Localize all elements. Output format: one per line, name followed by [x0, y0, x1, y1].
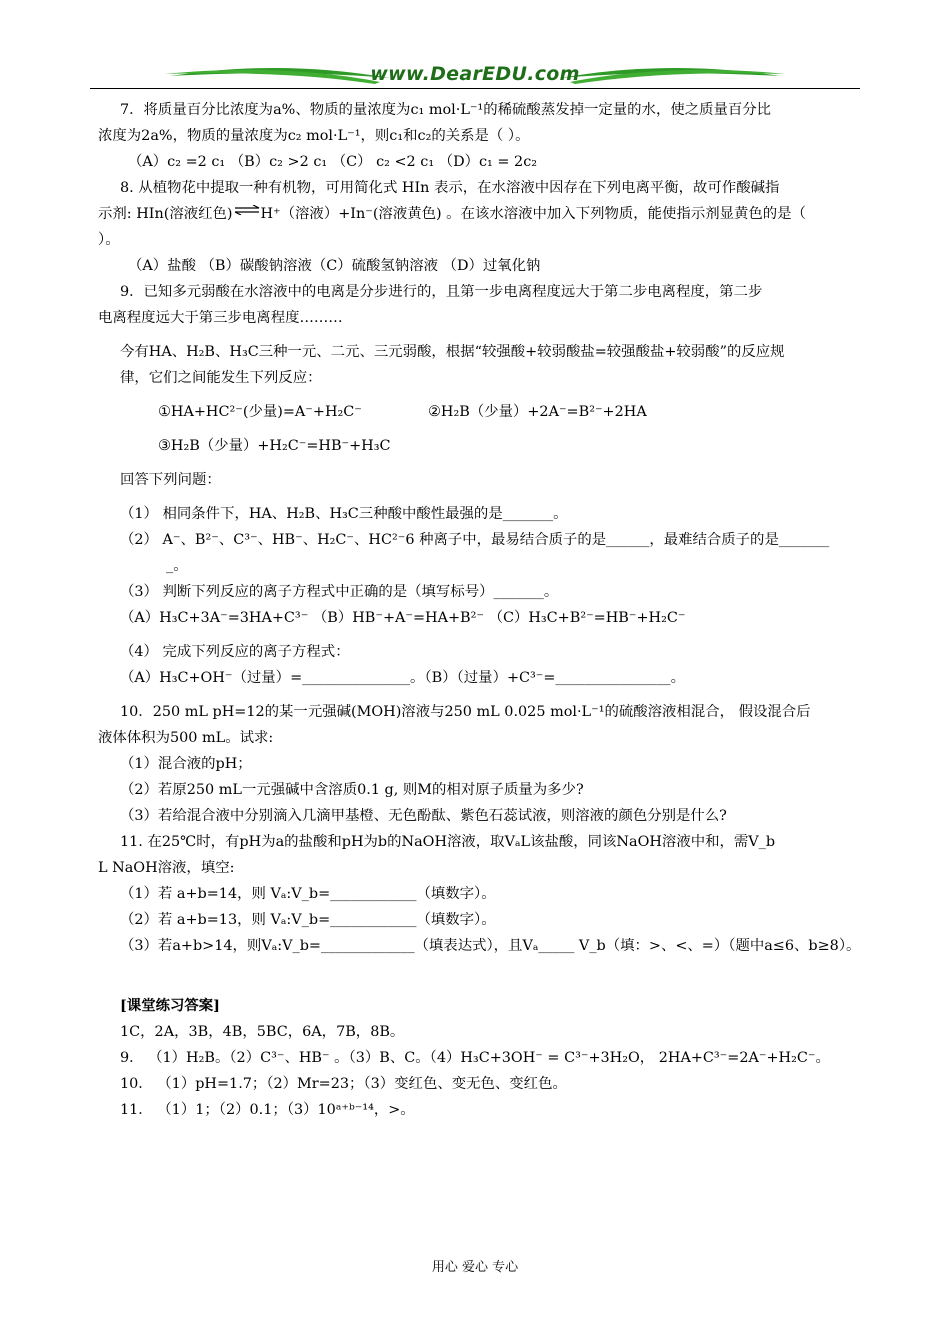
header-logo-text: www.DearEDU.com: [370, 63, 580, 85]
q9-sub-4: （4） 完成下列反应的离子方程式：: [120, 644, 350, 660]
q9-reaction-2: ②H₂B（少量）+2A⁻=B²⁻+2HA: [428, 404, 647, 420]
q10-sub-3: （3）若给混合液中分别滴入几滴甲基橙、无色酚酞、紫色石蕊试液，则溶液的颜色分别是什么?: [120, 808, 727, 824]
q11-sub-3: （3）若a+b>14，则Vₐ:V_b=_____________（填表达式），且Vₐ_____ V_b（填：>、<、=）（题中a≤6、b≥8）。: [120, 938, 861, 954]
q9-sub-2-cont: _。: [166, 558, 188, 574]
q9-sub-4-options: （A）H₃C+OH⁻（过量）=_______________。（B）（过量）+C³⁻=________________。: [120, 670, 685, 686]
q8-line-2-pre: 示剂: HIn(溶液红色): [98, 206, 233, 222]
answers-title: [课堂练习答案]: [120, 997, 220, 1014]
q9-line-1: 9．已知多元弱酸在水溶液中的电离是分步进行的，且第一步电离程度远大于第二步电离程度，第二步: [120, 284, 763, 300]
q8-line-2-post: H⁺（溶液）+In⁻(溶液黄色) 。在该水溶液中加入下列物质，能使指示剂显黄色的是（: [260, 206, 806, 222]
q9-reaction-1: ①HA+HC²⁻(少量)=A⁻+H₂C⁻: [158, 404, 362, 420]
q9-reaction-3: ③H₂B（少量）+H₂C⁻=HB⁻+H₃C: [158, 438, 391, 454]
q8-line-2: [98, 201, 860, 227]
answers-1-8: 1C，2A，3B，4B，5BC，6A，7B，8B。: [120, 1024, 405, 1040]
equilibrium-arrow-icon: [233, 205, 261, 215]
q9-line-4: 律，它们之间能发生下列反应：: [120, 370, 322, 386]
q7-options: （A）c₂ =2 c₁ （B）c₂ >2 c₁ （C） c₂ <2 c₁ （D）c₁ = 2c₂: [128, 154, 538, 170]
q8-options: （A）盐酸 （B）碳酸钠溶液（C）硫酸氢钠溶液 （D）过氧化钠: [128, 258, 541, 274]
answers-11: 11． （1）1；（2）0.1；（3）10ᵃ⁺ᵇ⁻¹⁴，>。: [120, 1102, 415, 1118]
q10-line-2: 液体体积为500 mL。试求:: [98, 730, 274, 746]
q8-line-3: ）。: [98, 232, 120, 248]
q11-sub-2: （2）若 a+b=13，则 Vₐ:V_b=____________（填数字）。: [120, 912, 496, 928]
answers-10: 10． （1）pH=1.7；（2）Mr=23；（3）变红色、变无色、变红色。: [120, 1076, 567, 1092]
q11-sub-1: （1）若 a+b=14，则 Vₐ:V_b=____________（填数字）。: [120, 886, 496, 902]
q9-line-3: 今有HA、H₂B、H₃C三种一元、二元、三元弱酸，根据“较强酸+较弱酸盐=较强酸盐+较弱酸”的反应规: [120, 344, 785, 360]
answers-9: 9． （1）H₂B。（2）C³⁻、HB⁻ 。（3）B、C。（4）H₃C+3OH⁻ = C³⁻+3H₂O， 2HA+C³⁻=2A⁻+H₂C⁻。: [120, 1050, 830, 1066]
q10-sub-2: （2）若原250 mL一元强碱中含溶质0.1 g, 则M的相对原子质量为多少?: [120, 782, 584, 798]
q9-sub-2: （2） A⁻、B²⁻、C³⁻、HB⁻、H₂C⁻、HC²⁻6 种离子中，最易结合质子的是______，最难结合质子的是_______: [120, 532, 830, 548]
header-rule: [90, 88, 860, 89]
q9-answer-prompt: 回答下列问题：: [120, 472, 221, 488]
q7-line-1: 7．将质量百分比浓度为a%、物质的量浓度为c₁ mol·L⁻¹的稀硫酸蒸发掉一定量的水，使之质量百分比: [120, 102, 772, 118]
q8-line-1: 8. 从植物花中提取一种有机物，可用简化式 HIn 表示，在水溶液中因存在下列电离平衡，故可作酸碱指: [120, 180, 780, 196]
q9-reactions-row: [120, 399, 860, 425]
page-footer: 用心 爱心 专心: [431, 1260, 519, 1275]
q11-line-1: 11. 在25℃时，有pH为a的盐酸和pH为b的NaOH溶液，取VₐL该盐酸，同该NaOH溶液中和，需V_b: [120, 834, 776, 850]
q9-sub-1: （1） 相同条件下，HA、H₂B、H₃C三种酸中酸性最强的是_______。: [120, 506, 568, 522]
q9-sub-3: （3） 判断下列反应的离子方程式中正确的是（填写标号）_______。: [120, 584, 559, 600]
q10-sub-1: （1）混合液的pH；: [120, 756, 252, 772]
page-header: [90, 62, 860, 92]
q9-sub-3-options: （A）H₃C+3A⁻=3HA+C³⁻ （B）HB⁻+A⁻=HA+B²⁻ （C）H₃C+B²⁻=HB⁻+H₂C⁻: [120, 610, 686, 626]
q11-line-2: L NaOH溶液，填空:: [98, 860, 235, 876]
q9-line-2: 电离程度远大于第三步电离程度………: [98, 310, 343, 326]
q7-line-2: 浓度为2a%，物质的量浓度为c₂ mol·L⁻¹，则c₁和c₂的关系是（ ）。: [98, 128, 530, 144]
q10-line-1: 10．250 mL pH=12的某一元强碱(MOH)溶液与250 mL 0.025 mol·L⁻¹的硫酸溶液相混合， 假设混合后: [120, 704, 811, 720]
document-body: [98, 97, 861, 1123]
